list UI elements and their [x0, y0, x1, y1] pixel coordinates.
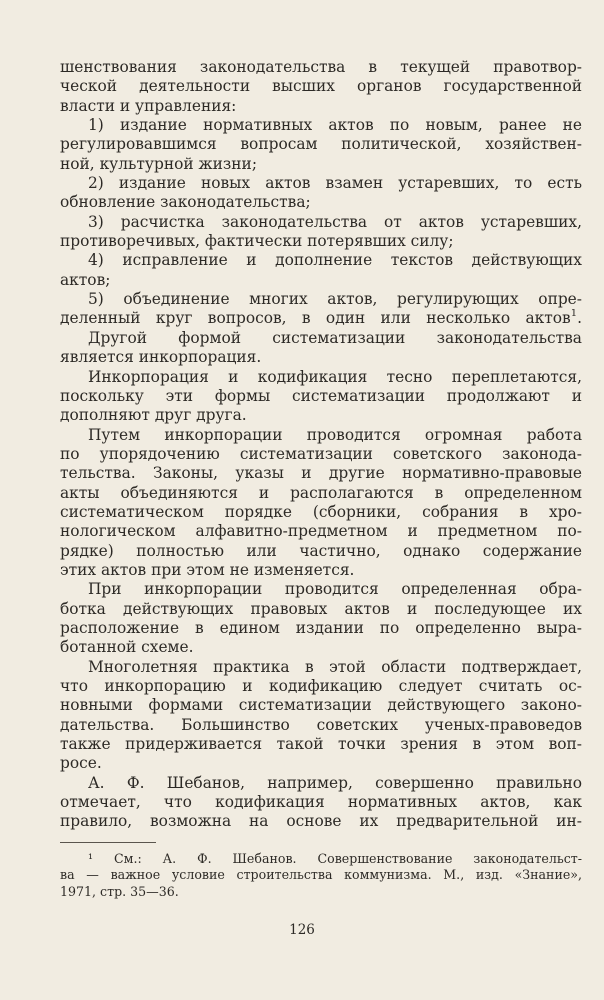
text-line: ной, культурной жизни;: [60, 154, 258, 173]
text-line: поскольку эти формы систематизации продолжают и: [60, 386, 582, 405]
text-line: Инкорпорация и кодификация тесно переплетаются,: [88, 367, 582, 386]
page-number: 126: [289, 922, 315, 938]
text-line: дополняют друг друга.: [60, 406, 247, 425]
text-line: новными формами систематизации действующего законо-: [60, 696, 582, 715]
text-line-with-note: деленный круг вопросов, в один или несколько актов$^1$.: [60, 309, 582, 328]
text-line: ботка действующих правовых актов и последующее их: [60, 599, 582, 618]
footnote-line: ¹ См.: А. Ф. Шебанов. Совершенствование законодательст-: [88, 850, 582, 866]
footnote-divider: [60, 842, 156, 843]
text-line: актов;: [60, 270, 111, 289]
text-line: дательства. Большинство советских ученых-правоведов: [60, 715, 582, 734]
text-line: расположение в едином издании по определенно выра-: [60, 618, 582, 637]
text-line: регулировавшимся вопросам политической, хозяйствен-: [60, 135, 582, 154]
text-line: Другой формой систематизации законодательства: [88, 328, 582, 347]
text-line: по упорядочению систематизации советского законода-: [60, 444, 582, 463]
text-line: 3) расчистка законодательства от актов устаревших,: [88, 212, 582, 231]
text-line: ческой деятельности высших органов государственной: [60, 77, 582, 96]
text-line: тельства. Законы, указы и другие нормативно-правовые: [60, 464, 582, 483]
text-line: также придерживается такой точки зрения в этом воп-: [60, 735, 582, 754]
text-line: власти и управления:: [60, 96, 237, 115]
text-line: Путем инкорпорации проводится огромная работа: [88, 425, 582, 444]
text-line: систематическом порядке (сборники, собрания в хро-: [60, 502, 582, 521]
text-line: акты объединяются и располагаются в определенном: [60, 483, 582, 502]
text-line: правило, возможна на основе их предварительной ин-: [60, 812, 582, 831]
page-body: [60, 58, 582, 900]
text-line: 1) издание нормативных актов по новым, ранее не: [88, 116, 582, 135]
text-line: ботанной схеме.: [60, 638, 194, 657]
text-line: шенствования законодательства в текущей правотвор-: [60, 58, 582, 76]
footnote-line: 1971, стр. 35—36.: [60, 883, 179, 899]
text-line: При инкорпорации проводится определенная обра-: [88, 580, 582, 599]
text-line: росе.: [60, 754, 102, 773]
text-line: 4) исправление и дополнение текстов действующих: [88, 251, 582, 270]
text-line: рядке) полностью или частично, однако содержание: [60, 541, 582, 560]
text-line: этих актов при этом не изменяется.: [60, 560, 355, 579]
footnote-line: ва — важное условие строительства коммунизма. М., изд. «Знание»,: [60, 867, 582, 883]
text-line: Многолетняя практика в этой области подтверждает,: [88, 657, 582, 676]
footnote-mark: 1: [570, 309, 578, 320]
text-line: что инкорпорацию и кодификацию следует считать ос-: [60, 677, 582, 695]
text-line: отмечает, что кодификация нормативных актов, как: [60, 793, 582, 812]
text-line: является инкорпорация.: [60, 348, 262, 367]
text-line: нологическом алфавитно-предметном и предметном по-: [60, 522, 582, 541]
text-line: 5) объединение многих актов, регулирующих опре-: [88, 290, 582, 309]
text-line: противоречивых, фактически потерявших силу;: [60, 232, 454, 251]
text-line-content: деленный круг вопросов, в один или несколько актов: [60, 309, 571, 328]
text-line: обновление законодательства;: [60, 193, 311, 212]
text-line: 2) издание новых актов взамен устаревших, то есть: [88, 174, 582, 193]
text-line: А. Ф. Шебанов, например, совершенно правильно: [88, 773, 582, 792]
